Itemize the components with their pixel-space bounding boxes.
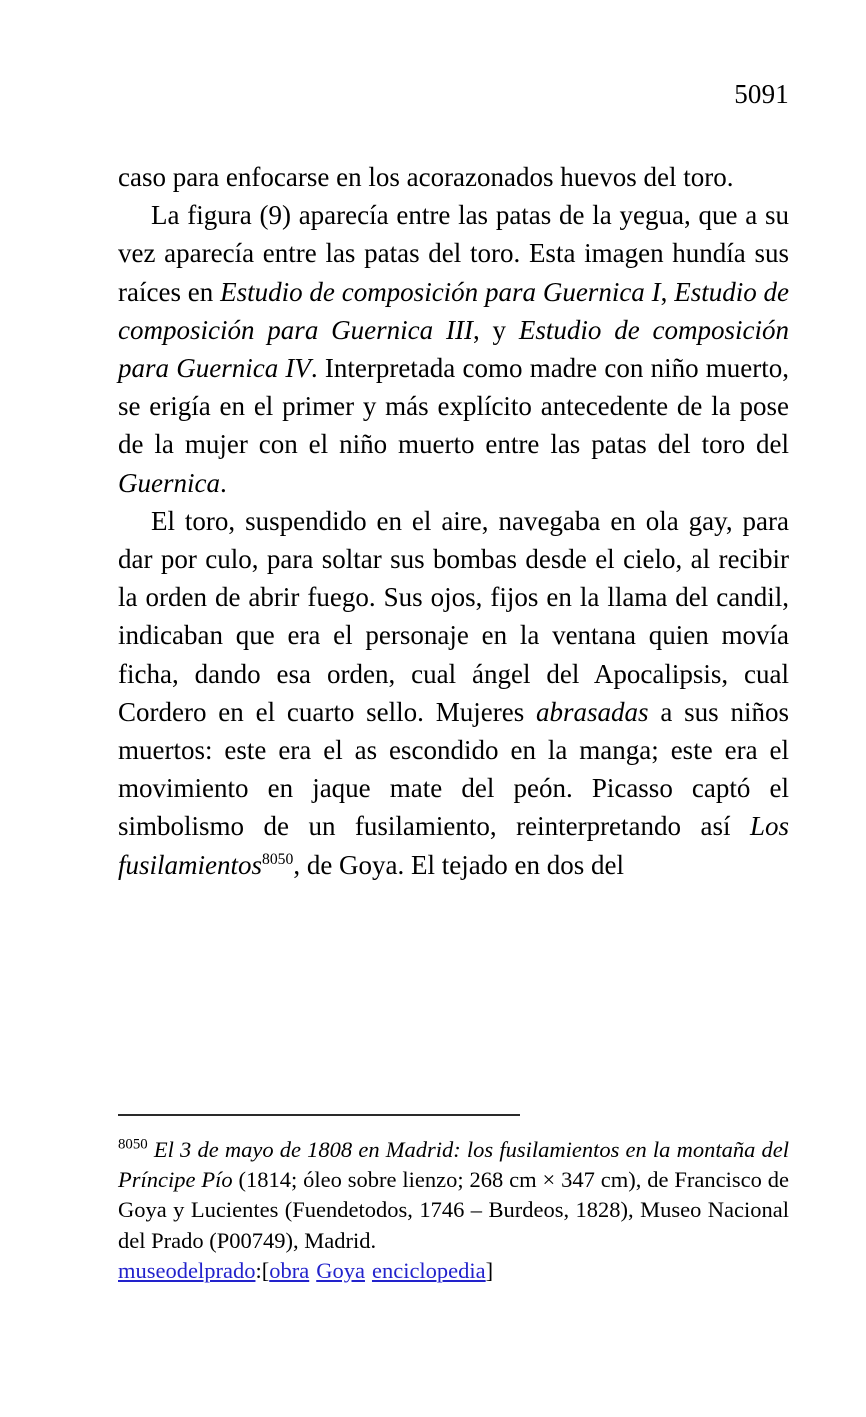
link-obra[interactable]: obra <box>269 1257 310 1283</box>
work-title-estudio-iii: Estudio de composición para Guernica III <box>118 276 790 345</box>
text-run: , de Goya. El tejado en dos del <box>293 849 624 880</box>
link-enciclopedia[interactable]: enciclopedia <box>371 1257 486 1283</box>
footnote-work-title: El 3 de mayo de 1808 en Madrid: los fusilamientos en la montaña del Príncipe Pío <box>118 1137 789 1193</box>
footnote-details-open: (1814; óleo sobre lienzo; <box>232 1167 470 1193</box>
body-text-column <box>118 158 789 884</box>
footnote-link-line <box>118 1256 789 1286</box>
work-title-guernica: Guernica <box>118 467 220 498</box>
text-run: a sus niños muertos: este era el as escondido en la manga; este era el movimiento en jaque mate del peón. Picasso captó el simbolismo de un fusilamiento, reinterpretando así <box>118 696 789 842</box>
footnote-reference-marker[interactable]: 8050 <box>262 850 294 868</box>
link-goya[interactable]: Goya <box>316 1257 365 1283</box>
footnote-dimensions: 268 cm × 347 cm <box>469 1167 629 1193</box>
emphasis-abrasadas: abrasadas <box>536 696 649 727</box>
page-number: 5091 <box>734 79 789 109</box>
footnote-details-rest: ), de Francisco de Goya y Lucientes (Fuendetodos, 1746 – Burdeos, 1828), Museo Nacional del Prado (P00749), Madrid. <box>118 1167 789 1253</box>
text-run: caso para enfocarse en los acorazonados huevos del toro. <box>118 162 734 192</box>
text-run: . <box>219 467 227 498</box>
text-run: . Interpretada como madre con niño muerto, se erigía en el primer y más explícito antecedente de la pose de la mujer con el niño muerto entre las patas del toro del <box>118 353 790 460</box>
colon-separator: : <box>255 1257 262 1283</box>
footnote-entry <box>118 1135 789 1256</box>
bracket-close: ] <box>485 1257 494 1283</box>
text-run: El toro, suspendido en el aire, navegaba en ola gay, para dar por culo, para soltar sus bombas desde el cielo, al recibir la orden de abrir fuego. Sus ojos, fijos en la llama del candil, indicaban que era el personaje en la ventana quien movía ficha, dando esa orden, cual ángel del Apocalipsis, cual Cordero en el cuarto sello. Mujeres <box>118 505 789 727</box>
work-title-estudio-iv: Estudio de composición para Guernica IV <box>118 314 789 384</box>
bracket-open: [ <box>261 1257 270 1283</box>
link-museodelprado[interactable]: museodelprado <box>118 1257 256 1283</box>
footnote-separator-rule <box>118 1114 520 1116</box>
footnote-number: 8050 <box>118 1136 148 1153</box>
paragraph-3 <box>118 502 789 884</box>
work-title-los-fusilamientos: Los fusilamientos <box>118 811 789 880</box>
text-run: La figura (9) aparecía entre las patas de la yegua, que a su vez aparecía entre las patas del toro. Esta imagen hundía sus raíces en <box>118 200 789 307</box>
footnote-block <box>118 1135 789 1286</box>
work-title-estudio-i: Estudio de composición para Guernica I <box>220 276 661 307</box>
paragraph-2 <box>118 196 789 502</box>
text-run: , y <box>472 314 519 345</box>
text-run: , <box>660 276 675 307</box>
paragraph-1 <box>118 158 789 196</box>
